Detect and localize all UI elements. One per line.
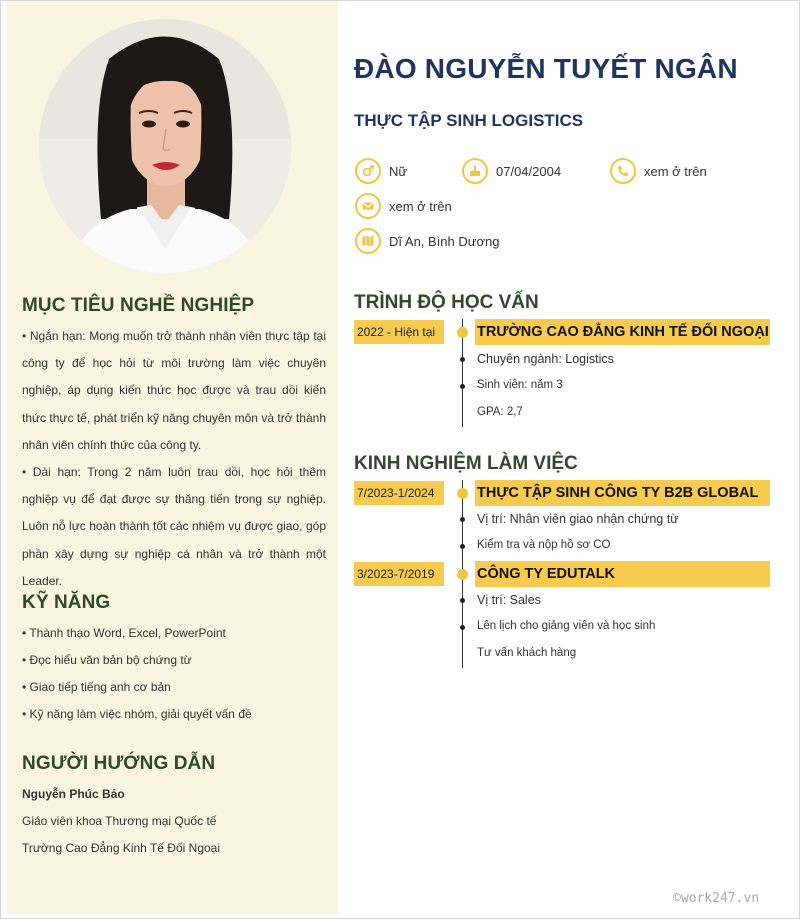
education-detail: Chuyên ngành: Logistics [477, 352, 614, 366]
gender-info [355, 158, 407, 184]
objective-short-term: • Ngắn hạn: Mong muốn trở thành nhân viên thực tập tại công ty để học hỏi từ môi trường làm việc chuyên nghiệp, áp dụng kiến thức học được và trau dồi kiến thức thực tế, phát triển kỹ năng chuyên môn và trở thành nhân viên chính thức của công ty. [22, 329, 326, 452]
mentor-role: Giáo viên khoa Thương mại Quốc tế [22, 814, 217, 828]
mentor-school: Trường Cao Đẳng Kinh Tế Đối Ngoại [22, 841, 220, 855]
address-info [355, 228, 499, 254]
address-value: Dĩ An, Bình Dương [389, 233, 500, 249]
mentor-info [22, 781, 220, 862]
job-date: 7/2023-1/2024 [354, 481, 444, 505]
email-info [355, 193, 452, 219]
mentor-name: Nguyễn Phúc Bảo [22, 787, 125, 801]
skill-item: • Thành thạo Word, Excel, PowerPoint [22, 626, 226, 640]
skill-item: • Đọc hiểu văn bản bộ chứng từ [22, 653, 192, 667]
skills-list [22, 620, 252, 728]
main-content [338, 1, 793, 914]
phone-info [610, 158, 707, 184]
timeline-bullet [460, 384, 465, 389]
gender-icon [355, 158, 381, 184]
education-school: TRƯỜNG CAO ĐẲNG KINH TẾ ĐỐI NGOẠI [475, 319, 770, 345]
education-detail: Sinh viên: năm 3 [477, 379, 563, 391]
job-detail: Tư vấn khách hàng [477, 647, 577, 659]
phone-value: xem ở trên [644, 163, 707, 179]
phone-icon [610, 158, 636, 184]
timeline-bullet [460, 544, 465, 549]
objective-title: MỤC TIÊU NGHỀ NGHIỆP [22, 295, 255, 316]
job-detail: Vị trí: Sales [477, 593, 541, 607]
map-icon [355, 228, 381, 254]
timeline-dot [457, 569, 468, 580]
education-detail: GPA: 2,7 [477, 406, 523, 418]
email-value: xem ở trên [389, 198, 452, 214]
job-date: 3/2023-7/2019 [354, 562, 444, 586]
skills-title: KỸ NĂNG [22, 592, 111, 613]
objective-long-term: • Dài hạn: Trong 2 năm luôn trau dồi, học hỏi thêm nghiệp vụ để đạt được sự thăng tiến trong sự nghiệp. Luôn nỗ lực hoàn thành tốt các nhiệm vụ được giao, góp phần xây dựng sự nghiệp cá nhân và trở thành một Leader. [22, 465, 326, 588]
timeline-bullet [460, 625, 465, 630]
skill-item: • Kỹ năng làm việc nhóm, giải quyết vấn đề [22, 707, 252, 721]
mail-icon [355, 193, 381, 219]
candidate-name: ĐÀO NGUYỄN TUYẾT NGÂN [354, 53, 738, 84]
experience-title: KINH NGHIỆM LÀM VIỆC [354, 453, 578, 474]
timeline-dot [457, 327, 468, 338]
candidate-position: THỰC TẬP SINH LOGISTICS [354, 111, 584, 130]
job-detail: Kiểm tra và nộp hồ sơ CO [477, 539, 611, 551]
education-title: TRÌNH ĐỘ HỌC VẤN [354, 292, 539, 313]
education-date: 2022 - Hiện tại [354, 320, 444, 344]
timeline-bullet [460, 357, 465, 362]
job-company: CÔNG TY EDUTALK [475, 561, 770, 587]
objective-text [22, 323, 326, 595]
gender-value: Nữ [389, 163, 408, 179]
skill-item: • Giao tiếp tiếng anh cơ bản [22, 680, 171, 694]
mentor-title: NGƯỜI HƯỚNG DẪN [22, 753, 216, 774]
avatar [39, 19, 291, 273]
job-company: THỰC TẬP SINH CÔNG TY B2B GLOBAL [475, 480, 770, 506]
birthday-info [462, 158, 561, 184]
timeline-bullet [460, 598, 465, 603]
timeline-bullet [460, 517, 465, 522]
birthday-value: 07/04/2004 [496, 163, 562, 179]
timeline-dot [457, 488, 468, 499]
watermark: ©work247.vn [673, 891, 760, 906]
job-detail: Lên lịch cho giảng viên và học sinh [477, 620, 656, 632]
job-detail: Vị trí: Nhân viên giao nhận chứng từ [477, 512, 679, 526]
sidebar [7, 1, 338, 914]
birthday-cake-icon [462, 158, 488, 184]
